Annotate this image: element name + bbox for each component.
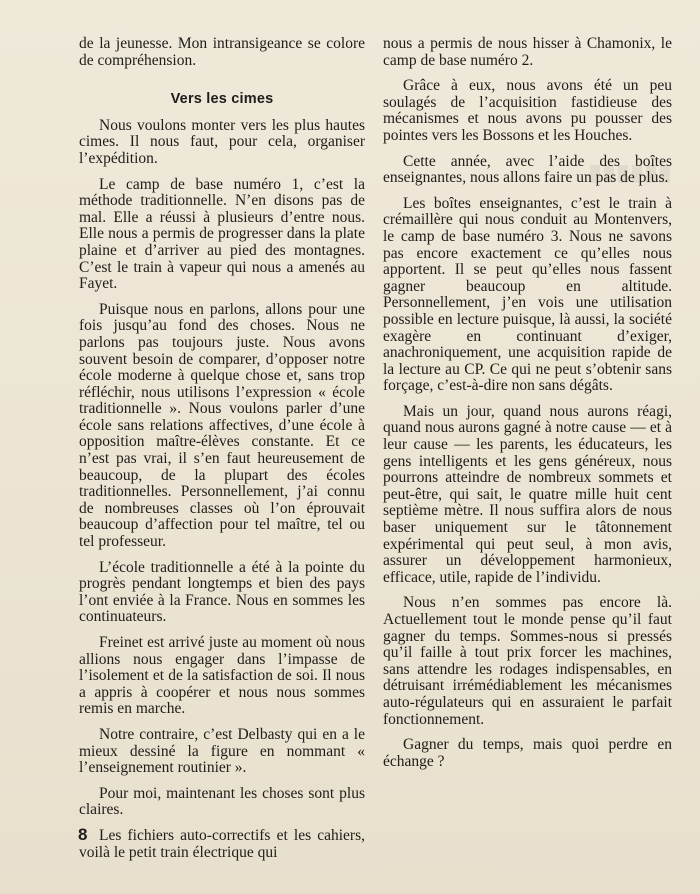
paragraph: Les fichiers auto-correctifs et les cahiers, voilà le petit train électrique qui bbox=[79, 826, 365, 861]
right-column bbox=[383, 36, 672, 779]
paragraph: L’école traditionnelle a été à la pointe du progrès pendant longtemps et bien des pays l’ont enviée à la France. Nous en sommes les continuateurs. bbox=[79, 558, 365, 626]
paragraph: Gagner du temps, mais quoi perdre en échange ? bbox=[383, 736, 672, 770]
paragraph: Les boîtes enseignantes, c’est le train à crémaillère qui nous conduit au Montenvers, le camp de base numéro 3. Nous ne savons pas encore exactement ce qu’elles nous apportent. Il se peut qu’elles nous fassent gagner beaucoup en altitude. Personnellement, j’en vois une utilisation possible en lecture puisque, là aussi, la société exagère en continuant d’exiger, anachroniquement, une acquisition rapide de la lecture au CP. Ce qui ne peut s’obtenir sans forçage, c’est-à-dire non sans dégâts. bbox=[383, 194, 672, 395]
paragraph: Pour moi, maintenant les choses sont plus claires. bbox=[79, 784, 365, 819]
paragraph: Puisque nous en parlons, allons pour une fois jusqu’au fond des choses. Nous ne parlons pas toujours juste. Nous avons souvent besoin de comparer, d’opposer notre école moderne à quelque chose et, sans trop réfléchir, nous utilisons l’expression « école traditionnelle ». Nous voulons parler d’une école sans relations affectives, d’une école à opposition maître-élèves constante. Et ce n’est pas vrai, il s’en faut heureusement de beaucoup, de la plupart des écoles traditionnelles. Personnellement, j’ai connu de nombreuses classes où l’on éprouvait beaucoup d’affection pour tel maître, tel ou tel professeur. bbox=[79, 300, 365, 551]
left-column bbox=[79, 36, 365, 870]
page-number: 8 bbox=[78, 825, 88, 844]
paragraph: Mais un jour, quand nous aurons réagi, quand nous aurons gagné à notre cause — et à leur cause — les parents, les éducateurs, les gens intelligents et les gens généreux, nous pourrons atteindre de nombreux sommets et peut-être, qui sait, le quatre mille huit cent septième mètre. Il nous suffira alors de nous baser uniquement sur le tâtonnement expérimental qui peut seul, à mon avis, assurer un développement harmonieux, efficace, utile, rapide de l’individu. bbox=[383, 402, 672, 586]
section-heading: Vers les cimes bbox=[170, 91, 274, 108]
paragraph: Cette année, avec l’aide des boîtes enseignantes, nous allons faire un pas de plus. bbox=[383, 152, 672, 187]
paragraph: Grâce à eux, nous avons été un peu soulagés de l’acquisition fastidieuse des mécanismes et nous avons pu pousser des pointes vers les Bossons et les Houches. bbox=[383, 77, 672, 144]
paragraph: Nous voulons monter vers les plus hautes cimes. Il nous faut, pour cela, organiser l’expédition. bbox=[79, 116, 365, 167]
paragraph: de la jeunesse. Mon intransigeance se colore de compréhension. bbox=[79, 35, 365, 69]
paragraph: nous a permis de nous hisser à Chamonix, le camp de base numéro 2. bbox=[383, 35, 672, 69]
paragraph: Freinet est arrivé juste au moment où nous allions nous engager dans l’impasse de l’isolement et de la satisfaction de soi. Il nous a appris à coopérer et nous nous sommes remis en marche. bbox=[79, 634, 365, 718]
paragraph: Notre contraire, c’est Delbasty qui en a le mieux dessiné la figure en nommant « l’enseignement routinier ». bbox=[79, 725, 365, 777]
paragraph: Le camp de base numéro 1, c’est la méthode traditionnelle. N’en disons pas de mal. Elle a réussi à plusieurs d’entre nous. Elle nous a permis de progresser dans la plate plaine et d’arriver au pied des montagnes. C’est le train à vapeur qui nous a amenés au Fayet. bbox=[79, 175, 365, 293]
paragraph: Nous n’en sommes pas encore là. Actuellement tout le monde pense qu’il faut gagner du temps. Sommes-nous si pressés qu’il faille à tout prix forcer les machines, sans attendre les rodages indispensables, en détruisant irrémédiablement les mécanismes auto-régulateurs qui en assuraient le parfait fonctionnement. bbox=[383, 594, 672, 728]
